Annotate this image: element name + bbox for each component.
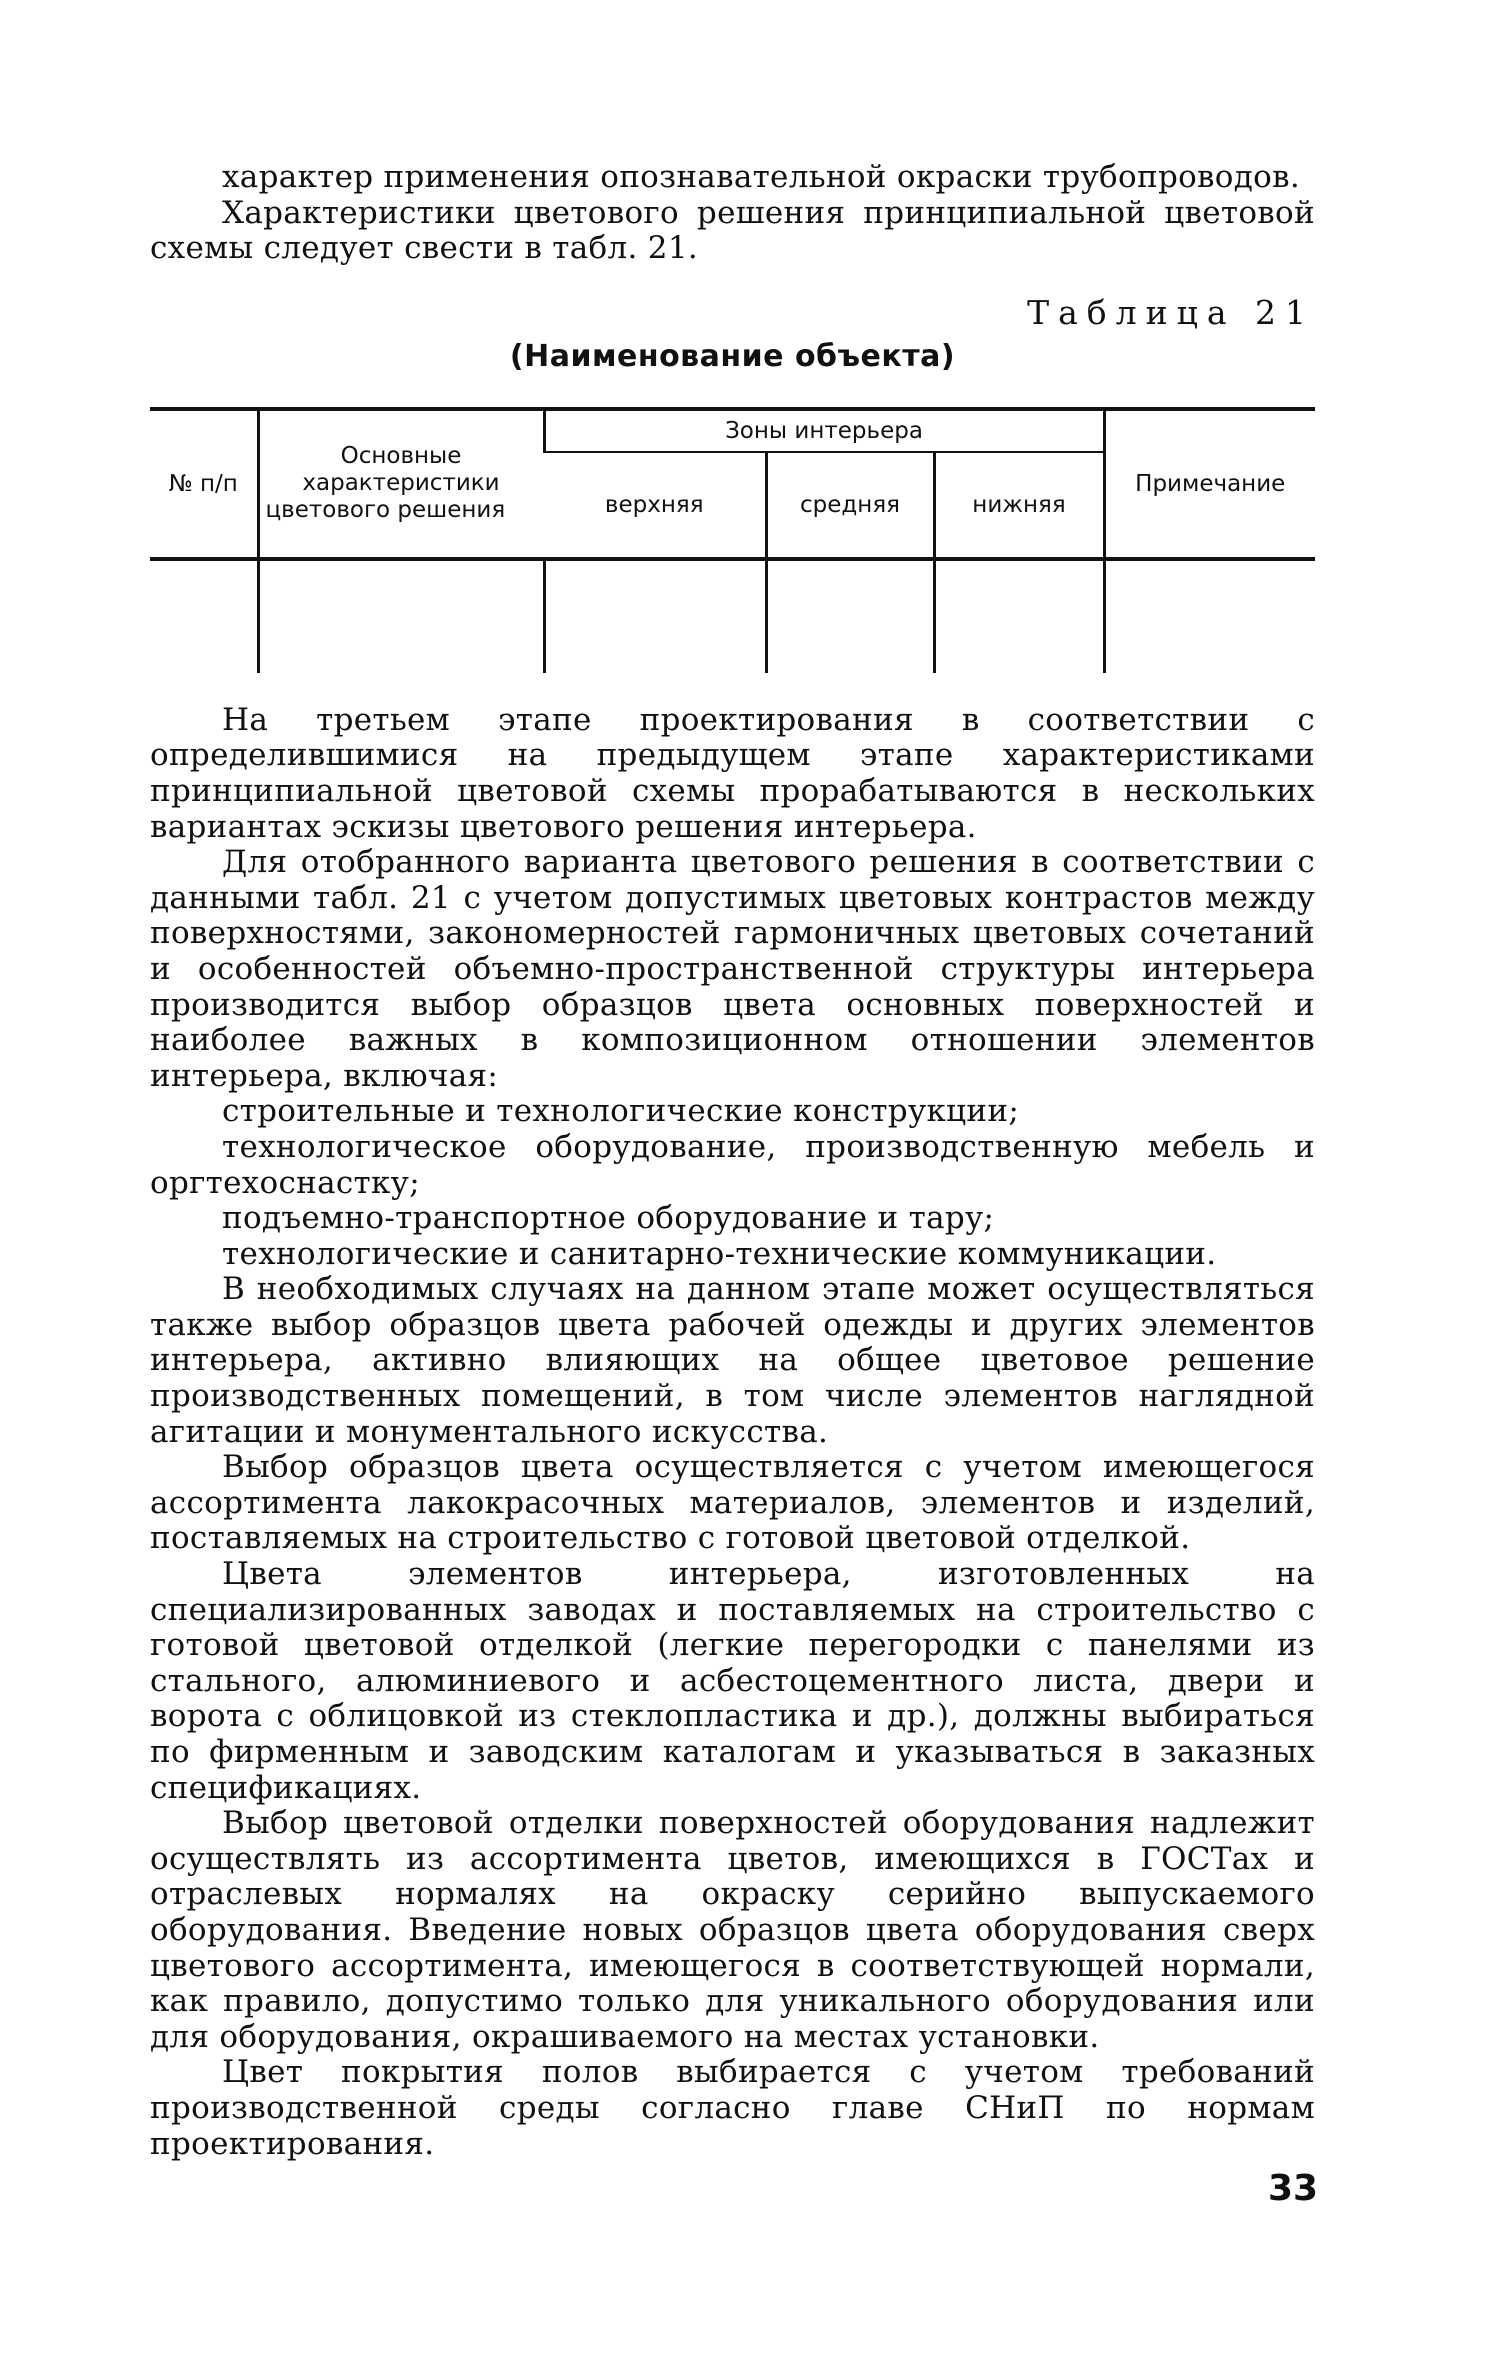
paragraph-third-stage: На третьем этапе проектирования в соответствии с определившимися на предыдущем этапе характеристиками принципиальной цветовой схемы прорабатываются в нескольких вариантах эскизы цветового решения интерьера. xyxy=(150,701,1315,845)
column-header-zone-upper: верхняя xyxy=(544,452,766,559)
column-header-zone-lower: нижняя xyxy=(934,452,1104,559)
table-row xyxy=(150,559,1315,673)
paragraph-assortment: Выбор образцов цвета осуществляется с учетом имеющегося ассортимента лакокрасочных материалов, элементов и изделий, поставляемых на строительство с готовой цветовой отделкой. xyxy=(150,1449,1315,1557)
table-caption: Таблица 21 xyxy=(1027,292,1315,332)
column-header-zone-middle: средняя xyxy=(766,452,934,559)
column-header-characteristics: Основные характеристики цветового решения xyxy=(258,409,544,559)
table-cell xyxy=(150,559,258,673)
color-scheme-table xyxy=(150,407,1315,673)
table-cell xyxy=(934,559,1104,673)
table-cell xyxy=(544,559,766,673)
table-cell xyxy=(1104,559,1315,673)
column-header-number: № п/п xyxy=(150,409,258,559)
paragraph-floor-color: Цвет покрытия полов выбирается с учетом требований производственной среды согласно главе СНиП по нормам проектирования. xyxy=(150,2054,1315,2162)
page-content xyxy=(150,160,1315,2162)
paragraph-workwear: В необходимых случаях на данном этапе может осуществляться также выбор образцов цвета рабочей одежды и других элементов интерьера, активно влияющих на общее цветовое решение производственных помещений, в том числе элементов наглядной агитации и монументального искусства. xyxy=(150,1271,1315,1450)
column-header-zones: Зоны интерьера xyxy=(544,409,1104,452)
list-item: подъемно-транспортное оборудование и тару; xyxy=(222,1200,995,1237)
list-item: строительные и технологические конструкции; xyxy=(222,1093,1020,1130)
list-item: технологические и санитарно-технические коммуникации. xyxy=(222,1235,1217,1272)
table-cell xyxy=(766,559,934,673)
body-text xyxy=(150,703,1315,2162)
column-header-note: Примечание xyxy=(1104,409,1315,559)
table-title: (Наименование объекта) xyxy=(509,338,956,374)
paragraph-selected-variant: Для отобранного варианта цветового решения в соответствии с данными табл. 21 с учетом допустимых цветовых контрастов между поверхностями, закономерностей гармоничных цветовых сочетаний и особенностей объемно-пространственной структуры интерьера производится выбор образцов цвета основных поверхностей и наиболее важных в композиционном отношении элементов интерьера, включая: xyxy=(150,844,1315,1094)
paragraph-table-reference: Характеристики цветового решения принципиальной цветовой схемы следует свести в табл. 21. xyxy=(150,194,1315,267)
paragraph-factory-elements: Цвета элементов интерьера, изготовленных на специализированных заводах и поставляемых на строительство с готовой цветовой отделкой (легкие перегородки с панелями из стального, алюминиевого и асбестоцементного листа, двери и ворота с облицовкой из стеклопластика и др.), должны выбираться по фирменным и заводским каталогам и указываться в заказных спецификациях. xyxy=(150,1556,1315,1806)
list-item: технологическое оборудование, производственную мебель и оргтехоснастку; xyxy=(150,1128,1315,1201)
table-cell xyxy=(258,559,544,673)
paragraph-pipeline-marking: характер применения опознавательной окраски трубопроводов. xyxy=(222,159,1301,195)
paragraph-equipment-finish: Выбор цветовой отделки поверхностей оборудования надлежит осуществлять из ассортимента цветов, имеющихся в ГОСТах и отраслевых нормалях на окраску серийно выпускаемого оборудования. Введение новых образцов цвета оборудования сверх цветового ассортимента, имеющегося в соответствующей нормали, как правило, допустимо только для уникального оборудования или для оборудования, окрашиваемого на местах установки. xyxy=(150,1805,1315,2055)
page-number: 33 xyxy=(1268,2168,1319,2209)
